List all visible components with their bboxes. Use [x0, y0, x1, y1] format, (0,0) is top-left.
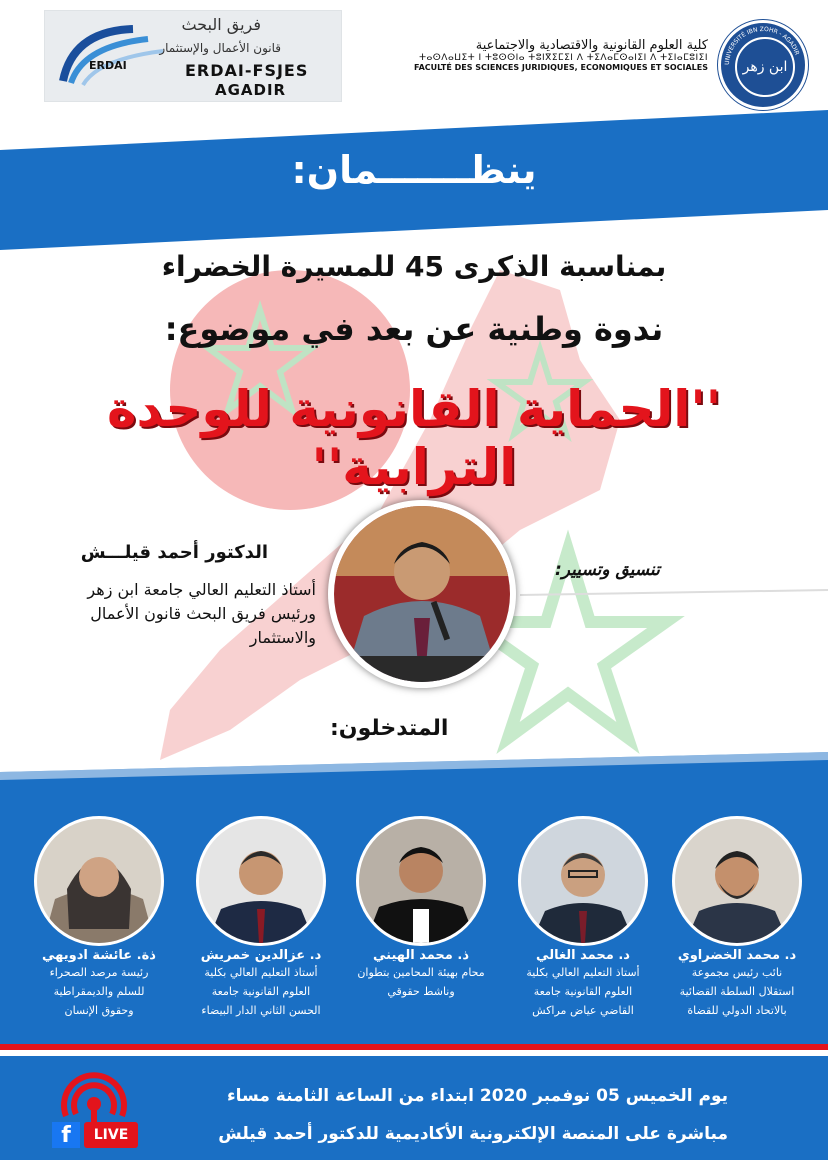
speaker-desc-line: أستاذ التعليم العالي بكلية: [526, 966, 640, 979]
speaker-desc-line: أستاذ التعليم العالي بكلية: [204, 966, 318, 979]
broadcast-icon: [56, 1072, 132, 1122]
speaker-photo: [356, 816, 486, 946]
speaker-card: [356, 816, 486, 1001]
topic-title: ''الحماية القانونية للوحدة الترابية'': [106, 380, 722, 496]
speaker-desc-line: محام بهيئة المحامين بتطوان: [357, 966, 485, 979]
live-badge: LIVE: [84, 1122, 138, 1148]
speaker-photo: [34, 816, 164, 946]
coordinator-title-line3: والاستثمار: [249, 628, 316, 647]
speaker-name: ذ. محمد الهيني: [373, 948, 469, 963]
speaker-desc-line: وناشط حقوقي: [387, 985, 455, 998]
speaker-portrait-icon: [37, 819, 161, 943]
speaker-portrait-icon: [359, 819, 483, 943]
faculty-french: FACULTÉ DES SCIENCES JURIDIQUES, ECONOMIQUES ET SOCIALES: [414, 63, 708, 72]
erdai-line2: قانون الأعمال والإستثمار: [159, 41, 281, 55]
speaker-photo: [518, 816, 648, 946]
speaker-desc-line: العلوم القانونية جامعة: [533, 985, 633, 998]
speaker-desc-line: نائب رئيس مجموعة: [691, 966, 783, 979]
coordinator-title-line2: ورئيس فريق البحث قانون الأعمال: [90, 604, 316, 623]
speakers-label: المتدخلون:: [330, 716, 449, 741]
coordinator-title-line1: أستاذ التعليم العالي جامعة ابن زهر: [87, 580, 316, 599]
speaker-desc-line: للسلم والديمقراطية: [53, 985, 145, 998]
live-platform: مباشرة على المنصة الإلكترونية الأكاديمية للدكتور أحمد قيلش: [218, 1124, 728, 1144]
speaker-desc-line: العلوم القانونية جامعة: [211, 985, 311, 998]
speaker-portrait-icon: [675, 819, 799, 943]
coordinator-name: الدكتور أحمد قيلـــش: [80, 542, 268, 563]
faculty-arabic: كلية العلوم القانونية والاقتصادية والاجتماعية: [475, 38, 708, 53]
coordination-label: تنسيق وتسيير:: [555, 560, 660, 580]
organize-heading: ينظـــــــمان:: [291, 148, 537, 192]
speaker-photo: [672, 816, 802, 946]
erdai-line4: AGADIR: [215, 81, 287, 99]
erdai-line1: فريق البحث: [181, 15, 261, 34]
event-date: يوم الخميس 05 نوفمبر 2020 ابتداء من الساعة الثامنة مساء: [226, 1086, 728, 1106]
speaker-portrait-icon: [521, 819, 645, 943]
seal-mark: ابن زهر: [735, 37, 795, 97]
speaker-name: د. محمد الخضراوي: [677, 948, 797, 963]
coordinator-photo: [328, 500, 516, 688]
coordinator-portrait-icon: [334, 506, 510, 682]
speaker-name: د. محمد الغالي: [536, 948, 630, 963]
speaker-portrait-icon: [199, 819, 323, 943]
speaker-desc-line: بالاتحاد الدولي للقضاة: [687, 1004, 787, 1017]
speaker-desc-line: الحسن الثاني الدار البيضاء: [201, 1004, 321, 1017]
erdai-swirl-icon: [53, 21, 173, 91]
occasion-line: بمناسبة الذكرى 45 للمسيرة الخضراء: [161, 250, 667, 283]
speaker-desc-line: رئيسة مرصد الصحراء: [49, 966, 149, 979]
speaker-desc-line: القاضي عياض مراكش: [532, 1004, 634, 1017]
erdai-line3: ERDAI-FSJES: [185, 61, 309, 80]
speaker-name: ذة. عائشة ادويهي: [42, 948, 156, 963]
speaker-card: [34, 816, 164, 1020]
faculty-tifinagh: ⵜⴰⵙⴷⴰⵡⵉⵜ ⵏ ⵜⵓⵙⵙⵏⴰ ⵜⵓⵏⴳⵉⵎⵉⵏ ⴷ ⵜⵉⴷⴰⵎⵙⴰⵏⵉⵏ ⴷ ⵜⵉⵏⴰⵎⵓⵏⵉⵏ: [419, 53, 708, 63]
speaker-name: د. عزالدين خمريش: [200, 948, 322, 963]
faculty-name: [414, 38, 708, 72]
speaker-desc-line: وحقوق الإنسان: [64, 1004, 134, 1017]
speaker-card: [672, 816, 802, 1020]
speaker-card: [196, 816, 326, 1020]
speaker-photo: [196, 816, 326, 946]
erdai-mark: ERDAI: [89, 59, 127, 72]
university-seal: [718, 20, 808, 110]
seminar-line: ندوة وطنية عن بعد في موضوع:: [164, 310, 664, 348]
coordinator-title: [16, 578, 316, 650]
erdai-logo: [44, 10, 342, 102]
speaker-card: [518, 816, 648, 1020]
facebook-icon: f: [52, 1122, 80, 1148]
seal-ring-text: UNIVERSITÉ IBN ZOHR - AGADIR: [723, 25, 801, 66]
speaker-desc-line: استقلال السلطة القضائية: [679, 985, 795, 998]
header-logos: [0, 0, 828, 115]
